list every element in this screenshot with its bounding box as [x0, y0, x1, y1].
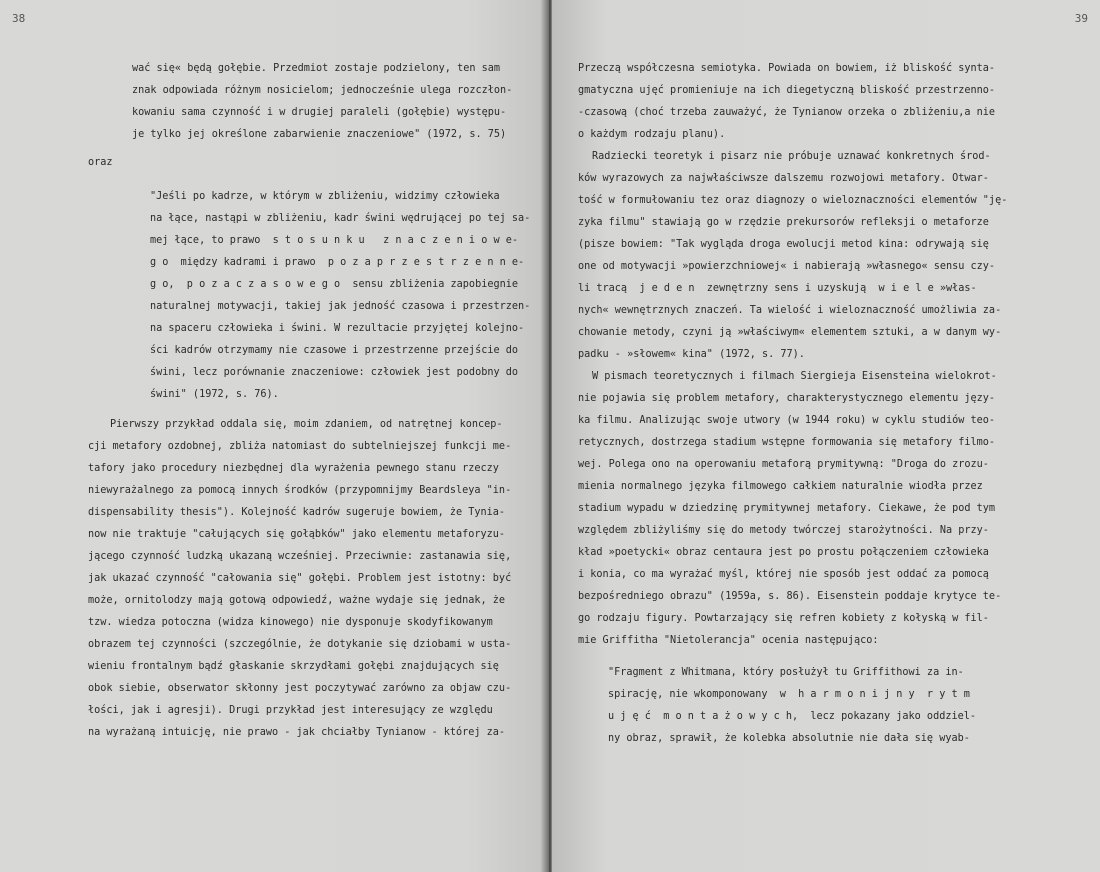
- text-line: (pisze bowiem: "Tak wygląda droga ewolucji metod kina: odrywają się: [578, 239, 989, 250]
- text-line: ków wyrazowych za najwłaściwsze dalszemu rozwojowi metafory. Otwar-: [578, 173, 989, 184]
- text-line: W pismach teoretycznych i filmach Siergieja Eisensteina wielokrot-: [592, 371, 997, 382]
- text-line: "Fragment z Whitmana, który posłużył tu Griffithowi za in-: [608, 667, 964, 678]
- text-line: -czasową (choć trzeba zauważyć, że Tynianow orzeka o zbliżeniu,a nie: [578, 107, 996, 118]
- text-line: je tylko jej określone zabarwienie znaczeniowe" (1972, s. 75): [132, 129, 507, 140]
- text-line: względem zbliżyliśmy się do metody twórczej starożytności. Na przy-: [578, 525, 989, 536]
- text-line: jak ukazać czynność "całowania się" gołębi. Problem jest istotny: być: [88, 573, 512, 584]
- text-line: dispensability thesis"). Kolejność kadrów sugeruje bowiem, że Tynia-: [88, 507, 506, 518]
- text-line: jącego czynność ludzką ukazaną wcześniej. Przeciwnie: zastanawia się,: [88, 551, 512, 562]
- text-line: tzw. wiedza potoczna (widza kinowego) nie dysponuje skodyfikowanym: [88, 617, 493, 628]
- text-line: zyka filmu" stawiają go w rzędzie prekursorów refleksji o metaforze: [578, 217, 989, 228]
- text-line: obok siebie, obserwator skłonny jest poczytywać zarówno za objaw czu-: [88, 683, 512, 694]
- right-page: [552, 0, 1100, 872]
- text-line: Pierwszy przykład oddala się, moim zdaniem, od natrętnej koncep-: [110, 419, 503, 430]
- text-line: go rodzaju figury. Powtarzający się refren kobiety z kołyską w fil-: [578, 613, 989, 624]
- text-line: świni" (1972, s. 76).: [150, 389, 279, 400]
- text-line: oraz: [88, 157, 113, 168]
- text-line: padku - »słowem« kina" (1972, s. 77).: [578, 349, 805, 360]
- text-line: i konia, co ma wyrażać myśl, której nie sposób jest oddać za pomocą: [578, 569, 989, 580]
- text-line: kład »poetycki« obraz centaura jest po prostu połączeniem człowieka: [578, 547, 989, 558]
- text-line: ka filmu. Analizując swoje utwory (w 1944 roku) w cyklu studiów teo-: [578, 415, 996, 426]
- text-line: łości, jak i agresji). Drugi przykład jest interesujący ze względu: [88, 705, 493, 716]
- text-line: cji metafory ozdobnej, zbliża natomiast do subtelniejszej funkcji me-: [88, 441, 512, 452]
- text-line: naturalnej motywacji, takiej jak jedność czasowa i przestrzen-: [150, 301, 531, 312]
- text-line: obrazem tej czynności (szczególnie, że dotykanie się dziobami w usta-: [88, 639, 512, 650]
- text-line: mienia normalnego języka filmowego całkiem naturalnie wiodła przez: [578, 481, 983, 492]
- text-line: g o, p o z a c z a s o w e g o sensu zbliżenia zapobiegnie: [150, 279, 519, 290]
- text-line: u j ę ć m o n t a ż o w y c h, lecz pokazany jako oddziel-: [608, 711, 977, 722]
- text-line: tafory jako procedury niezbędnej dla wyrażenia pewnego stanu rzeczy: [88, 463, 499, 474]
- text-line: gmatyczna ujęć promieniuje na ich diegetyczną bliskość przestrzenno-: [578, 85, 996, 96]
- text-line: chowanie metody, czyni ją »właściwym« elementem sztuki, a w danym wy-: [578, 327, 1002, 338]
- text-line: mej łące, to prawo s t o s u n k u z n a c z e n i o w e-: [150, 235, 519, 246]
- text-line: ści kadrów otrzymamy nie czasowe i przestrzenne przejście do: [150, 345, 519, 356]
- text-line: na spaceru człowieka i świni. W rezultacie przyjętej kolejno-: [150, 323, 525, 334]
- text-line: g o między kadrami i prawo p o z a p r z e s t r z e n n e-: [150, 257, 525, 268]
- text-line: kowaniu sama czynność i w drugiej paraleli (gołębie) występu-: [132, 107, 507, 118]
- text-line: wać się« będą gołębie. Przedmiot zostaje podzielony, ten sam: [132, 63, 501, 74]
- left-page: [0, 0, 548, 872]
- text-line: li tracą j e d e n zewnętrzny sens i uzyskują w i e l e »włas-: [578, 283, 977, 294]
- page-number: 39: [1074, 12, 1088, 25]
- text-line: one od motywacji »powierzchniowej« i nabierają »własnego« sensu czy-: [578, 261, 996, 272]
- text-line: o każdym rodzaju planu).: [578, 129, 726, 140]
- text-line: może, ornitolodzy mają gotową odpowiedź, ważne wydaje się jednak, że: [88, 595, 506, 606]
- text-line: stadium wypadu w dziedzinę prymitywnej metafory. Ciekawe, że pod tym: [578, 503, 996, 514]
- text-line: wieniu frontalnym bądź głaskanie skrzydłami gołębi znajdujących się: [88, 661, 499, 672]
- text-line: nie pojawia się problem metafory, charakterystycznego elementu języ-: [578, 393, 996, 404]
- text-line: bezpośredniego obrazu" (1959a, s. 86). Eisenstein poddaje krytyce te-: [578, 591, 1002, 602]
- text-line: retycznych, dostrzega stadium wstępne formowania się metafory filmo-: [578, 437, 996, 448]
- text-line: wej. Polega ono na operowaniu metaforą prymitywną: "Droga do zrozu-: [578, 459, 989, 470]
- text-line: "Jeśli po kadrze, w którym w zbliżeniu, widzimy człowieka: [150, 191, 500, 202]
- text-line: nych« wewnętrznych znaczeń. Ta wielość i wieloznaczność umożliwia za-: [578, 305, 1002, 316]
- text-line: now nie traktuje "całujących się gołąbków" jako elementu metaforyzu-: [88, 529, 506, 540]
- text-line: świni, lecz porównanie znaczeniowe: człowiek jest podobny do: [150, 367, 519, 378]
- text-line: na wyrażaną intuicję, nie prawo - jak chciałby Tynianow - której za-: [88, 727, 506, 738]
- text-line: na łące, nastąpi w zbliżeniu, kadr świni wędrującej po tej sa-: [150, 213, 531, 224]
- text-line: spirację, nie wkomponowany w h a r m o n i j n y r y t m: [608, 689, 970, 700]
- text-line: tość w formułowaniu tez oraz diagnozy o wieloznaczności elementów "ję-: [578, 195, 1008, 206]
- text-line: mie Griffitha "Nietolerancja" ocenia następująco:: [578, 635, 879, 646]
- text-line: Radziecki teoretyk i pisarz nie próbuje uznawać konkretnych środ-: [592, 151, 991, 162]
- text-line: niewyrażalnego za pomocą innych środków (przypomnijmy Beardsleya "in-: [88, 485, 512, 496]
- text-line: ny obraz, sprawił, że kolebka absolutnie nie dała się wyab-: [608, 733, 970, 744]
- text-line: Przeczą współczesna semiotyka. Powiada on bowiem, iż bliskość synta-: [578, 63, 996, 74]
- page-number: 38: [12, 12, 26, 25]
- text-line: znak odpowiada różnym nosicielom; jednocześnie ulega rozczłon-: [132, 85, 513, 96]
